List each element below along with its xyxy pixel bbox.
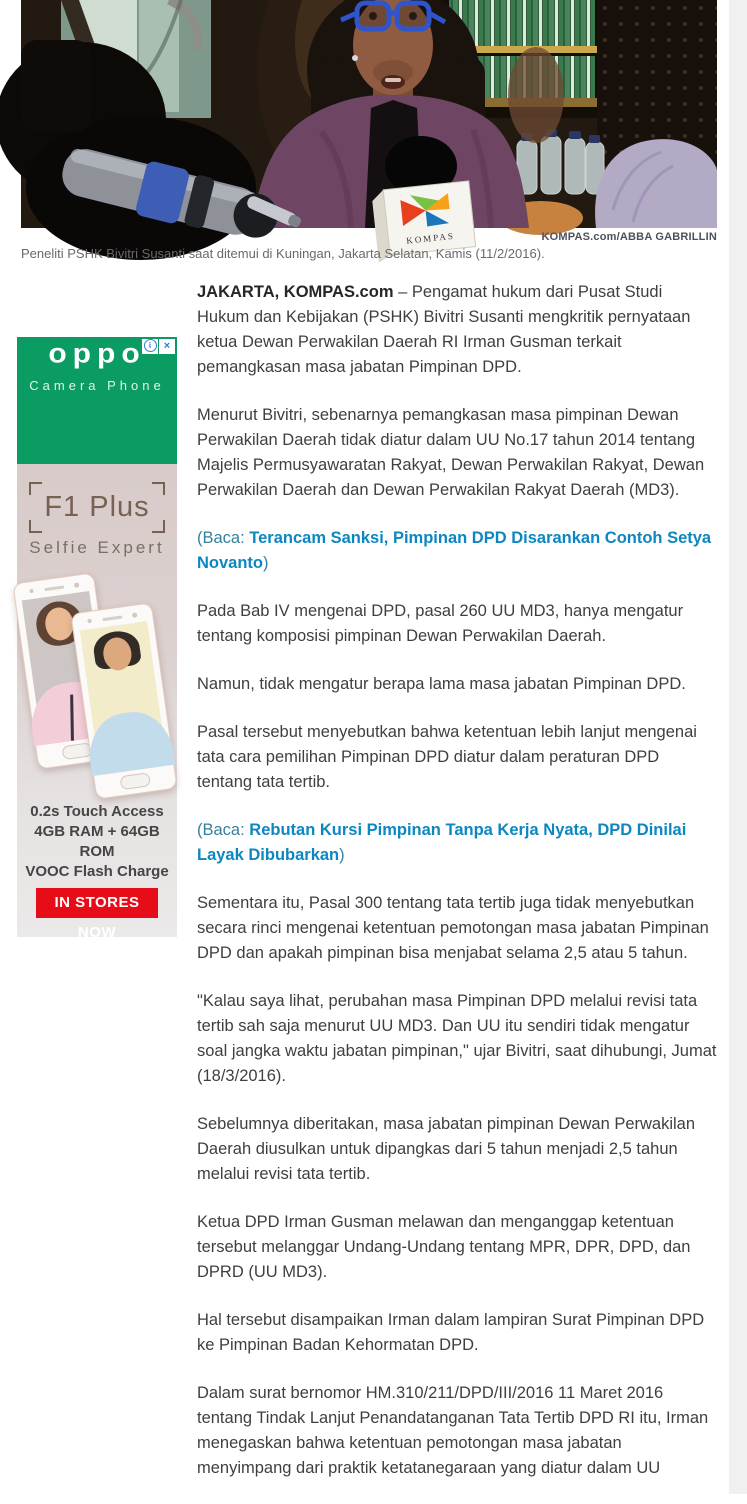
ad-header (17, 337, 177, 464)
ad-cta-button[interactable]: IN STORES NOW (36, 888, 158, 918)
phones-illustration (17, 569, 177, 809)
bracket-corner (152, 520, 165, 533)
page-right-gutter (729, 0, 747, 1494)
article-paragraph: Dalam surat bernomor HM.310/211/DPD/III/2016 11 Maret 2016 tentang Tindak Lanjut Penandatanganan Tata Tertib DPD RI itu, Irman menegaskan bahwa ketentuan pemotongan masa jabatan menyimpang dari praktik ketatanegaraan yang diatur dalam UU (197, 1384, 709, 1477)
background-person-arm (508, 47, 564, 143)
article-paragraph: (Baca: Rebutan Kursi Pimpinan Tanpa Kerja Nyata, DPD Dinilai Layak Dibubarkan) (197, 821, 687, 864)
article-paragraph: Menurut Bivitri, sebenarnya pemangkasan masa pimpinan Dewan Perwakilan Daerah tidak diatur dalam UU No.17 tahun 2014 tentang Majelis Permusyawaratan Rakyat, Dewan Perwakilan Rakyat, Dewan Perwakilan Daerah dan Dewan Perwakilan Rakyat Daerah (MD3). (197, 406, 705, 499)
article-paragraph: (Baca: Terancam Sanksi, Pimpinan DPD Disarankan Contoh Setya Novanto) (197, 529, 712, 572)
article-paragraph: Pasal tersebut menyebutkan bahwa ketentuan lebih lanjut mengenai tata cara pemilihan Pimpinan DPD diatur dalam peraturan DPD tentang tata tertib. (197, 723, 697, 791)
oppo-logo: oppo (48, 338, 146, 369)
location-lead: JAKARTA, KOMPAS.com (197, 283, 394, 301)
bracket-corner (29, 520, 42, 533)
spec-line: 0.2s Touch Access (30, 803, 164, 820)
article-paragraph: Hal tersebut disampaikan Irman dalam lampiran Surat Pimpinan DPD ke Pimpinan Badan Kehormatan DPD. (197, 1311, 705, 1354)
selfie-man (80, 621, 168, 775)
photo-credit: KOMPAS.com/ABBA GABRILLIN (541, 231, 717, 243)
home-button (119, 772, 151, 790)
bracket-corner (152, 482, 165, 495)
article-paragraph: Ketua DPD Irman Gusman melawan dan menganggap ketentuan tersebut melanggar Undang-Undang tentang MPR, DPR, DPD, dan DPRD (UU MD3). (197, 1213, 691, 1281)
product-specs (17, 802, 177, 882)
ad-body (17, 464, 177, 941)
ad-close-icon[interactable]: × (159, 339, 175, 354)
article-paragraph: Pada Bab IV mengenai DPD, pasal 260 UU MD3, hanya mengatur tentang komposisi pimpinan Dewan Perwakilan Daerah. (197, 602, 684, 645)
photo-caption: Peneliti PSHK Bivitri Susanti saat ditemui di Kuningan, Jakarta Selatan, Kamis (11/2/2016). (21, 246, 545, 261)
article-paragraph: "Kalau saya lihat, perubahan masa Pimpinan DPD melalui revisi tata tertib sah saja menurut UU MD3. Dan UU itu sendiri tidak mengatur soal jangka waktu jabatan pimpinan," ujar Bivitri, saat dihubungi, Jumat (18/3/2016). (197, 992, 717, 1085)
related-article-link[interactable]: Rebutan Kursi Pimpinan Tanpa Kerja Nyata, DPD Dinilai Layak Dibubarkan (197, 821, 687, 864)
article-body (197, 280, 718, 1504)
oppo-ad[interactable] (17, 293, 177, 941)
mic-brand-label: KOMPAS (405, 230, 456, 246)
product-subtitle: Selfie Expert (29, 538, 165, 557)
related-article-link[interactable]: Terancam Sanksi, Pimpinan DPD Disarankan Contoh Setya Novanto (197, 529, 712, 572)
article-paragraph: Sementara itu, Pasal 300 tentang tata tertib juga tidak menyebutkan secara rinci mengenai ketentuan pemotongan masa jabatan Pimpinan DPD dan apakah pimpinan bisa menjabat selama 2,5 atau 5 tahun. (197, 894, 709, 962)
ad-tagline: Camera Phone (29, 378, 165, 393)
spec-line: 4GB RAM + 64GB ROM (34, 823, 160, 860)
article-paragraph: Sebelumnya diberitakan, masa jabatan pimpinan Dewan Perwakilan Daerah diusulkan untuk dipangkas dari 5 tahun menjadi 2,5 tahun melalui revisi tata tertib. (197, 1115, 696, 1183)
spec-line: VOOC Flash Charge (25, 863, 169, 880)
bracket-corner (29, 482, 42, 495)
adchoices-info-icon[interactable]: i (142, 339, 158, 354)
product-name: F1 Plus (29, 482, 164, 533)
article-paragraph: Namun, tidak mengatur berapa lama masa jabatan Pimpinan DPD. (197, 675, 686, 693)
phone-right (70, 602, 177, 800)
article-paragraph: JAKARTA, KOMPAS.com – Pengamat hukum dari Pusat Studi Hukum dan Kebijakan (PSHK) Bivitri Susanti mengkritik pernyataan ketua Dewan Perwakilan Daerah RI Irman Gusman terkait pemangkasan masa jabatan Pimpinan DPD. (197, 283, 691, 376)
